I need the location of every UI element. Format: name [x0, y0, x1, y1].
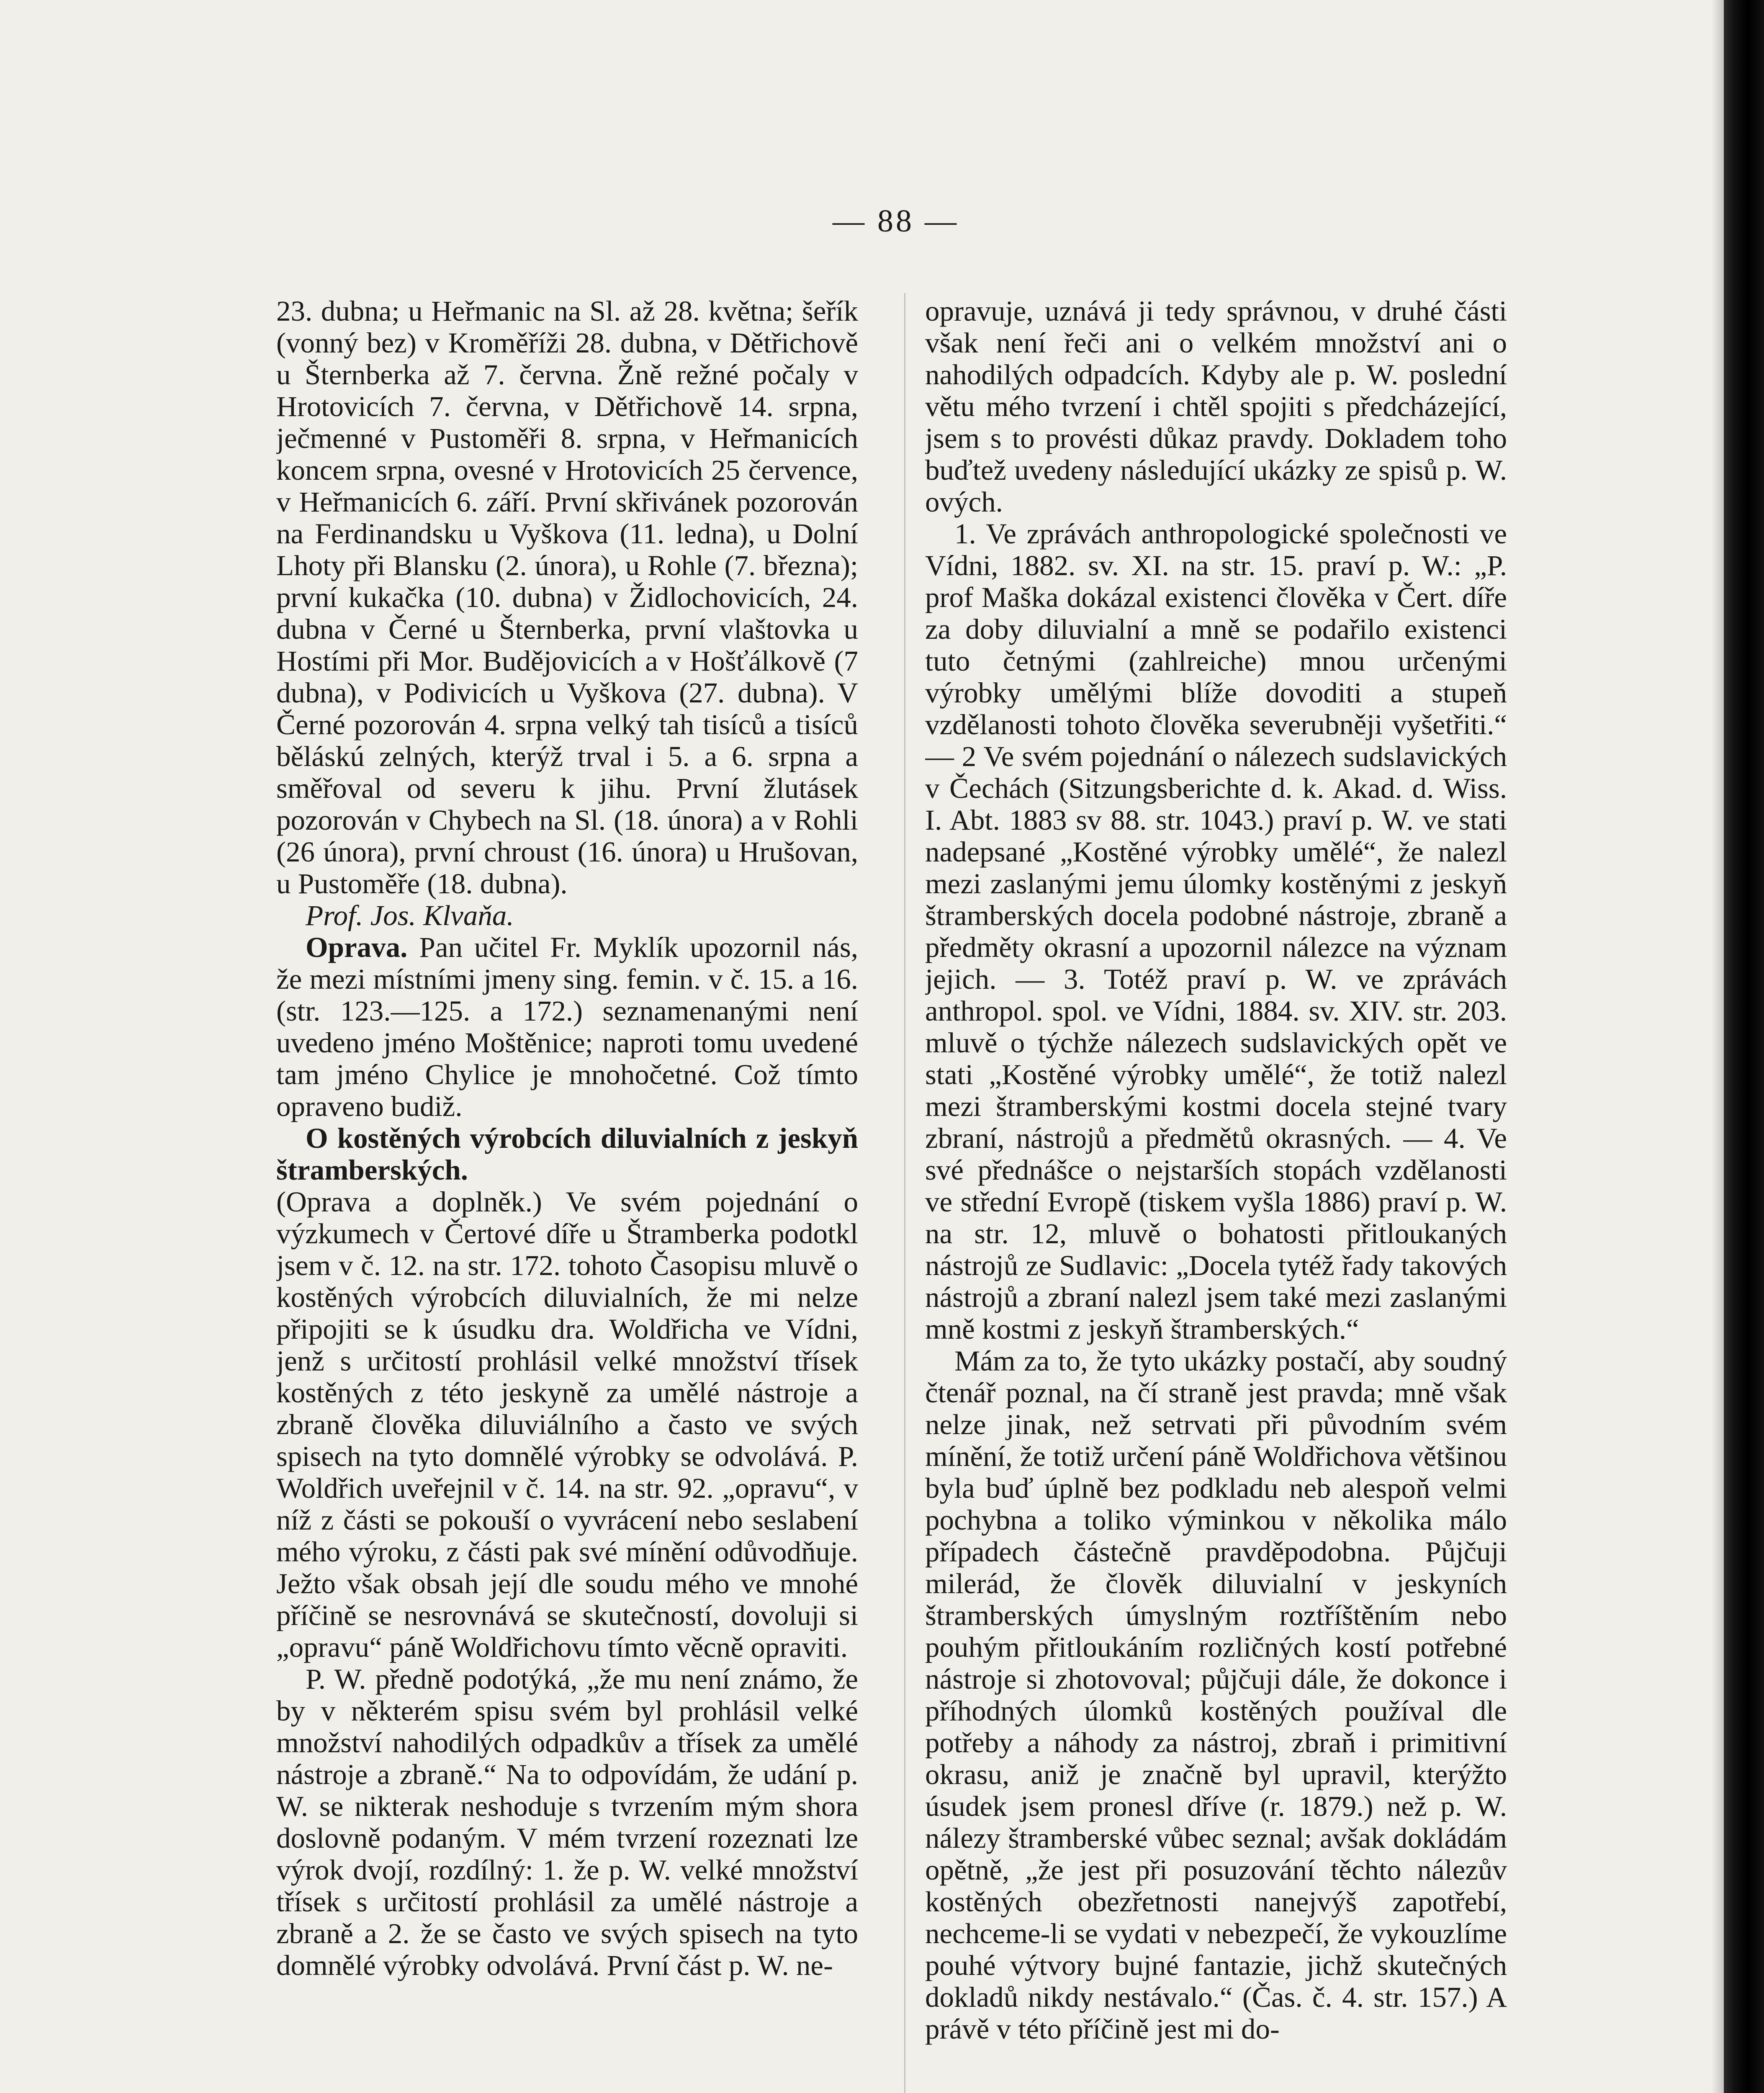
- author-signature: Prof. Jos. Klvaňa.: [306, 900, 514, 931]
- pw-paragraph: P. W. předně podotýká, „že mu není známo, že by v některém spisu svém byl prohlásil velké množství nahodilých odpadkův a třísek za umělé nástroje a zbraně.“ Na to odpovídám, že udání p. W. se nikterak neshoduje s tvrzením mým shora doslovně podaným. V mém tvrzení rozeznati lze výrok dvojí, rozdílný: 1. že p. W. velké množství třísek s určitostí prohlásil za umělé nástroje a zbraně a 2. že se často ve svých spisech na tyto domnělé výrobky odvolává. První část p. W. ne-: [276, 1663, 858, 1981]
- page-number: — 88 —: [833, 203, 959, 239]
- section-intro: (Oprava a doplněk.) Ve svém pojednání o výzkumech v Čertové díře u Štramberka podotkl jsem v č. 12. na str. 172. tohoto Časopisu mluvě o kostěných výrobcích diluvialních, že mi nelze připojiti se k úsudku dra. Woldřicha ve Vídni, jenž s určitostí prohlásil velké množství třísek kostěných z této jeskyně za umělé nástroje a zbraně člověka diluviálního a často ve svých spisech na tyto domnělé výrobky se odvolává. P. Woldřich uveřejnil v č. 14. na str. 92. „opravu“, v níž z části se pokouší o vyvrácení nebo seslabení mého výroku, z části pak své mínění odůvodňuje. Ježto však obsah její dle soudu mého ve mnohé příčině se nesrovnává se skutečností, dovoluji si „opravu“ páně Woldřichovu tímto věcně opraviti.: [276, 1186, 858, 1663]
- left-column: [276, 295, 858, 2093]
- oprava-paragraph: [276, 931, 858, 1122]
- oprava-heading: Oprava.: [306, 931, 408, 963]
- section-title: O kostěných výrobcích diluvialních z jeskyň štramberských.: [276, 1122, 858, 1186]
- conclusion-paragraph: Mám za to, že tyto ukázky postačí, aby soudný čtenář poznal, na čí straně jest pravda; mně však nelze jinak, než setrvati při původním svém mínění, že totiž určení páně Woldřichova většinou byla buď úplně bez podkladu neb alespoň velmi pochybna a toliko výminkou v několika málo případech částečně pravděpodobna. Půjčuji milerád, že člověk diluvialní v jeskyních štramberských úmyslným roztříštěním nebo pouhým přitloukáním rozličných kostí potřebné nástroje si zhotovoval; půjčuji dále, že dokonce i příhodných úlomků kostěných používal dle potřeby a náhody za nástroj, zbraň i primitivní okrasu, aniž je značně byl upravil, kterýžto úsudek jsem pronesl dříve (r. 1879.) než p. W. nálezy štramberské vůbec seznal; avšak dokládám opětně, „že jest při posuzování těchto nálezův kostěných obezřetnosti nanejvýš zapotřebí, nechceme-li se vydati v nebezpečí, že vykouzlíme pouhé výtvory bujné fantazie, jichž skutečných dokladů nikdy nestávalo.“ (Čas. č. 4. str. 157.) A právě v této příčině jest mi do-: [925, 1345, 1507, 2045]
- right-column: [925, 295, 1507, 2093]
- oprava-text: Pan učitel Fr. Myklík upozornil nás, že mezi místními jmeny sing. femin. v č. 15. a 16. (str. 123.—125. a 172.) seznamenanými není uvedeno jméno Moštěnice; naproti tomu uvedené tam jméno Chylice je mnohočetné. Což tímto opraveno budiž.: [276, 931, 858, 1122]
- scan-shadow: [1711, 0, 1724, 2093]
- column-divider: [904, 293, 905, 2093]
- phenology-paragraph: 23. dubna; u Heřmanic na Sl. až 28. května; šeřík (vonný bez) v Kroměříži 28. dubna, v Dětřichově u Šternberka až 7. června. Žně režné počaly v Hrotovicích 7. června, v Dětřichově 14. srpna, ječmenné v Pustoměři 8. srpna, v Heřmanicích koncem srpna, ovesné v Hrotovicích 25 července, v Heřmanicích 6. září. První skřivánek pozorován na Ferdinandsku u Vyškova (11. ledna), u Dolní Lhoty při Blansku (2. února), u Rohle (7. března); první kukačka (10. dubna) v Židlochovicích, 24. dubna v Černé u Šternberka, první vlaštovka u Hostími při Mor. Budějovicích a v Hošťálkově (7 dubna), v Podivicích u Vyškova (27. dubna). V Černé pozorován 4. srpna velký tah tisíců a tisíců běláskú zelných, kterýž trval i 5. a 6. srpna a směřoval od severu k jihu. První žlutásek pozorován v Chybech na Sl. (18. února) a v Rohli (26 února), první chroust (16. února) u Hrušovan, u Pustoměře (18. dubna).: [276, 295, 858, 900]
- continuation-paragraph: opravuje, uznává ji tedy správnou, v druhé části však není řeči ani o velkém množství ani o nahodilých odpadcích. Kdyby ale p. W. poslední větu mého tvrzení i chtěl spojiti s předcházející, jsem s to provésti důkaz pravdy. Dokladem toho buďtež uvedeny následující ukázky ze spisů p. W. ových.: [925, 295, 1507, 518]
- scan-edge: [1724, 0, 1764, 2093]
- citations-paragraph: 1. Ve zprávách anthropologické společnosti ve Vídni, 1882. sv. XI. na str. 15. praví p. W.: „P. prof Maška dokázal existenci člověka v Čert. díře za doby diluvialní a mně se podařilo existenci tuto četnými (zahlreiche) mnou určenými výrobky umělými blíže dovoditi a stupeň vzdělanosti tohoto člověka severubněji vyšetřiti.“ — 2 Ve svém pojednání o nálezech sudslavických v Čechách (Sitzungsberichte d. k. Akad. d. Wiss. I. Abt. 1883 sv 88. str. 1043.) praví p. W. ve stati nadepsané „Kostěné výrobky umělé“, že nalezl mezi zaslanými jemu úlomky kostěnými z jeskyň štramberských docela podobné nástroje, zbraně a předměty okrasní a upozornil nálezce na význam jejich. — 3. Totéž praví p. W. ve zprávách anthropol. spol. ve Vídni, 1884. sv. XIV. str. 203. mluvě o týchže nálezech sudslavických opět ve stati „Kostěné výrobky umělé“, že totiž nalezl mezi štramberskými kostmi docela stejné tvary zbraní, nástrojů a předmětů okrasných. — 4. Ve své přednášce o nejstarších stopách vzdělanosti ve střední Evropě (tiskem vyšla 1886) praví p. W. na str. 12, mluvě o bohatosti přitloukaných nástrojů ze Sudlavic: „Docela tytéž řady takových nástrojů a zbraní nalezl jsem také mezi zaslanými mně kostmi z jeskyň štramberských.“: [925, 518, 1507, 1345]
